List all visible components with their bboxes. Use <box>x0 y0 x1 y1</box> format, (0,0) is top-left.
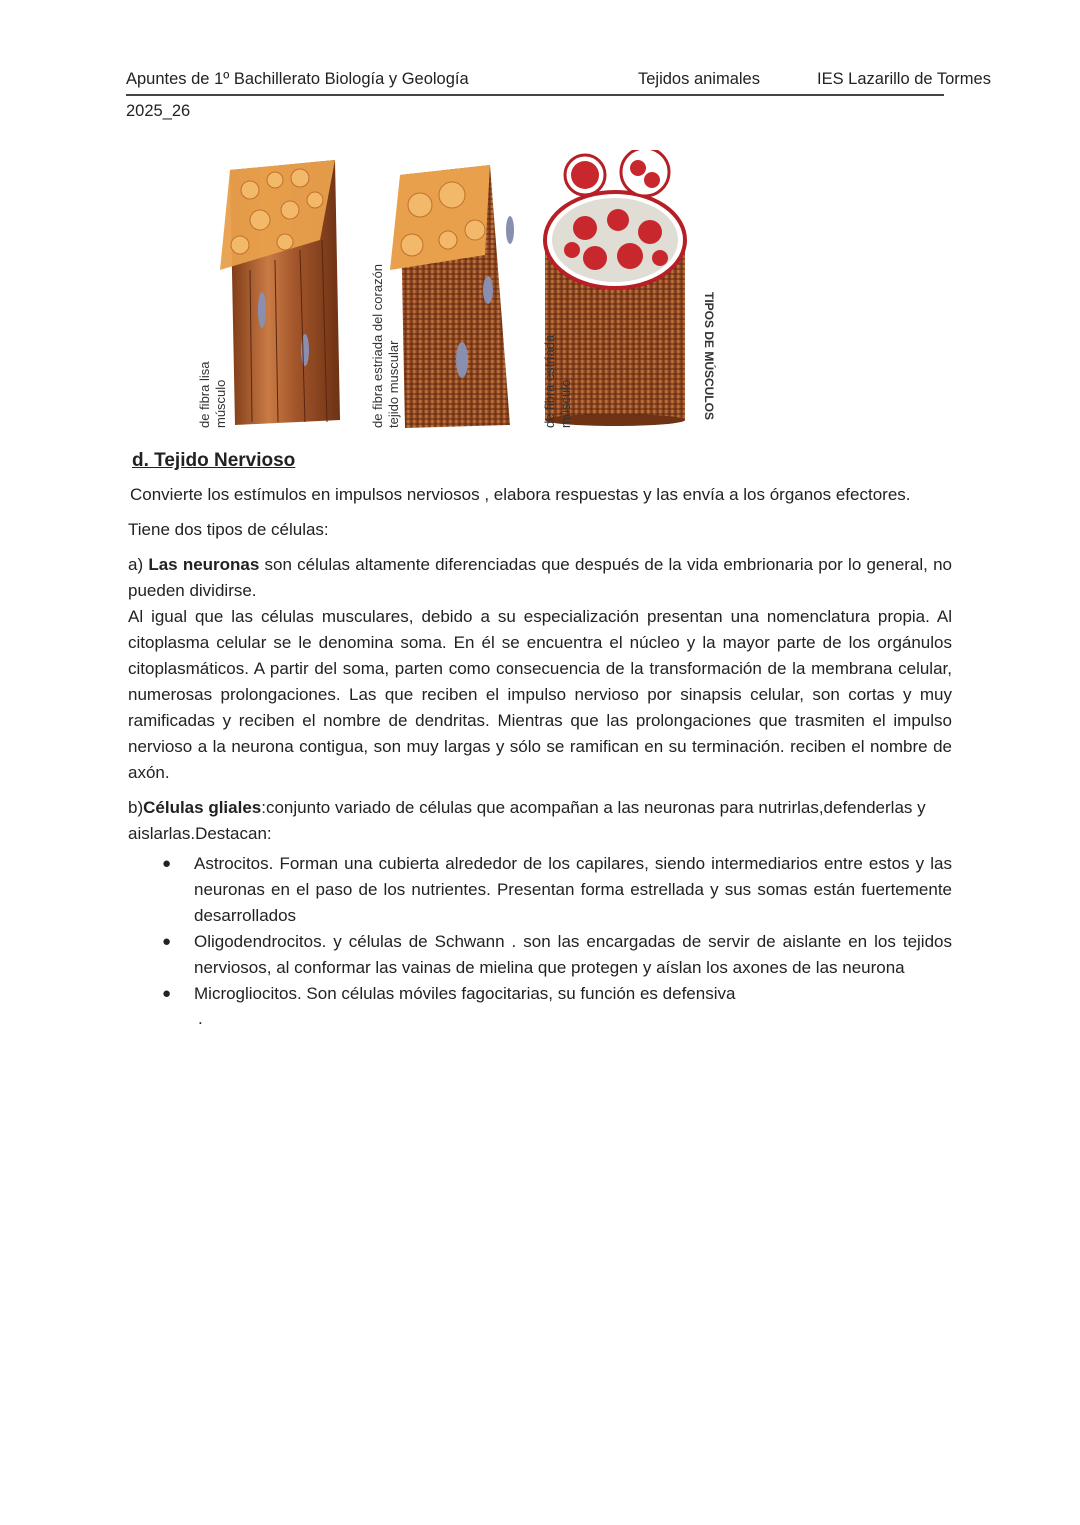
trailing-dot: . <box>198 1009 203 1028</box>
section-intro: Convierte los estímulos en impulsos nerviosos , elabora respuestas y las envía a los órganos efectores. <box>130 485 911 504</box>
header-year: 2025_26 <box>126 102 191 120</box>
list-item <box>128 929 952 981</box>
gliales-text: :conjunto variado de células que acompañan a las neuronas para nutrirlas,defenderlas y aislarlas.Destacan: <box>128 798 926 843</box>
label-estriada-line2: de fibra estriada <box>542 334 557 428</box>
neuronas-text: son células altamente diferenciadas que después de la vida embrionaria por lo general, no pueden dividirse. <box>128 555 952 600</box>
neuronas-term: Las neuronas <box>148 555 260 574</box>
page-header <box>126 68 991 96</box>
header-school: IES Lazarillo de Tormes <box>817 70 991 88</box>
bullet-icon: ● <box>162 985 172 1002</box>
cardiac-muscle-drawing <box>390 165 514 428</box>
neuronas-prefix: a) <box>128 555 144 574</box>
gliales-paragraph <box>128 795 952 847</box>
label-corazon-line1: tejido muscular <box>386 340 401 428</box>
muscle-types-figure <box>190 150 730 435</box>
main-content <box>128 448 952 1031</box>
neuronas-detail: Al igual que las células musculares, debido a su especialización presentan una nomenclatura propia. Al citoplasma celular se le denomina soma. En él se encuentra el núcleo y la mayor parte de los orgánulos citoplasmáticos. A partir del soma, parten como consecuencia de la transformación de la membrana celular, numerosas prolongaciones. Las que reciben el impulso nervioso por sinapsis celular, son cortas y muy ramificadas y reciben el nombre de dendritas. Mientras que las prolongaciones que trasmiten el impulso nervioso a la neurona contigua, son muy largas y sólo se ramifican en su terminación. reciben el nombre de axón. <box>128 607 952 782</box>
list-item-text: Oligodendrocitos. y células de Schwann . son las encargadas de servir de aislante en los tejidos nerviosos, al conformar las vainas de mielina que protegen y aíslan los axones de las neurona <box>194 932 952 977</box>
label-lisa-line2: de fibra lisa <box>197 361 212 428</box>
cell-types-intro: Tiene dos tipos de células: <box>128 520 329 539</box>
muscle-types-illustration <box>190 150 730 435</box>
smooth-muscle-drawing <box>220 160 340 425</box>
label-estriada-line1: músculo <box>558 379 573 428</box>
section-heading: d. Tejido Nervioso <box>132 450 296 471</box>
list-item-text: Astrocitos. Forman una cubierta alrededor de los capilares, siendo intermediarios entre estos y las neuronas en el paso de los nutrientes. Presentan forma estrellada y sus somas están fuertemente desarrollados <box>194 854 952 925</box>
label-lisa-line1: músculo <box>213 379 228 428</box>
header-topic: Tejidos animales <box>638 70 760 88</box>
bullet-icon: ● <box>162 933 172 950</box>
header-course: Apuntes de 1º Bachillerato Biología y Geología <box>126 70 469 88</box>
neuronas-paragraph <box>128 552 952 604</box>
figure-title: TIPOS DE MÚSCULOS <box>702 292 716 421</box>
list-item <box>128 851 952 929</box>
gliales-term: Células gliales <box>143 798 262 817</box>
list-item <box>128 981 952 1007</box>
list-item-text: Microgliocitos. Son células móviles fagocitarias, su función es defensiva <box>194 984 736 1003</box>
glial-cell-list <box>128 851 952 1007</box>
bullet-icon: ● <box>162 855 172 872</box>
gliales-prefix: b) <box>128 798 144 817</box>
label-corazon-line2: de fibra estriada del corazón <box>370 263 385 428</box>
